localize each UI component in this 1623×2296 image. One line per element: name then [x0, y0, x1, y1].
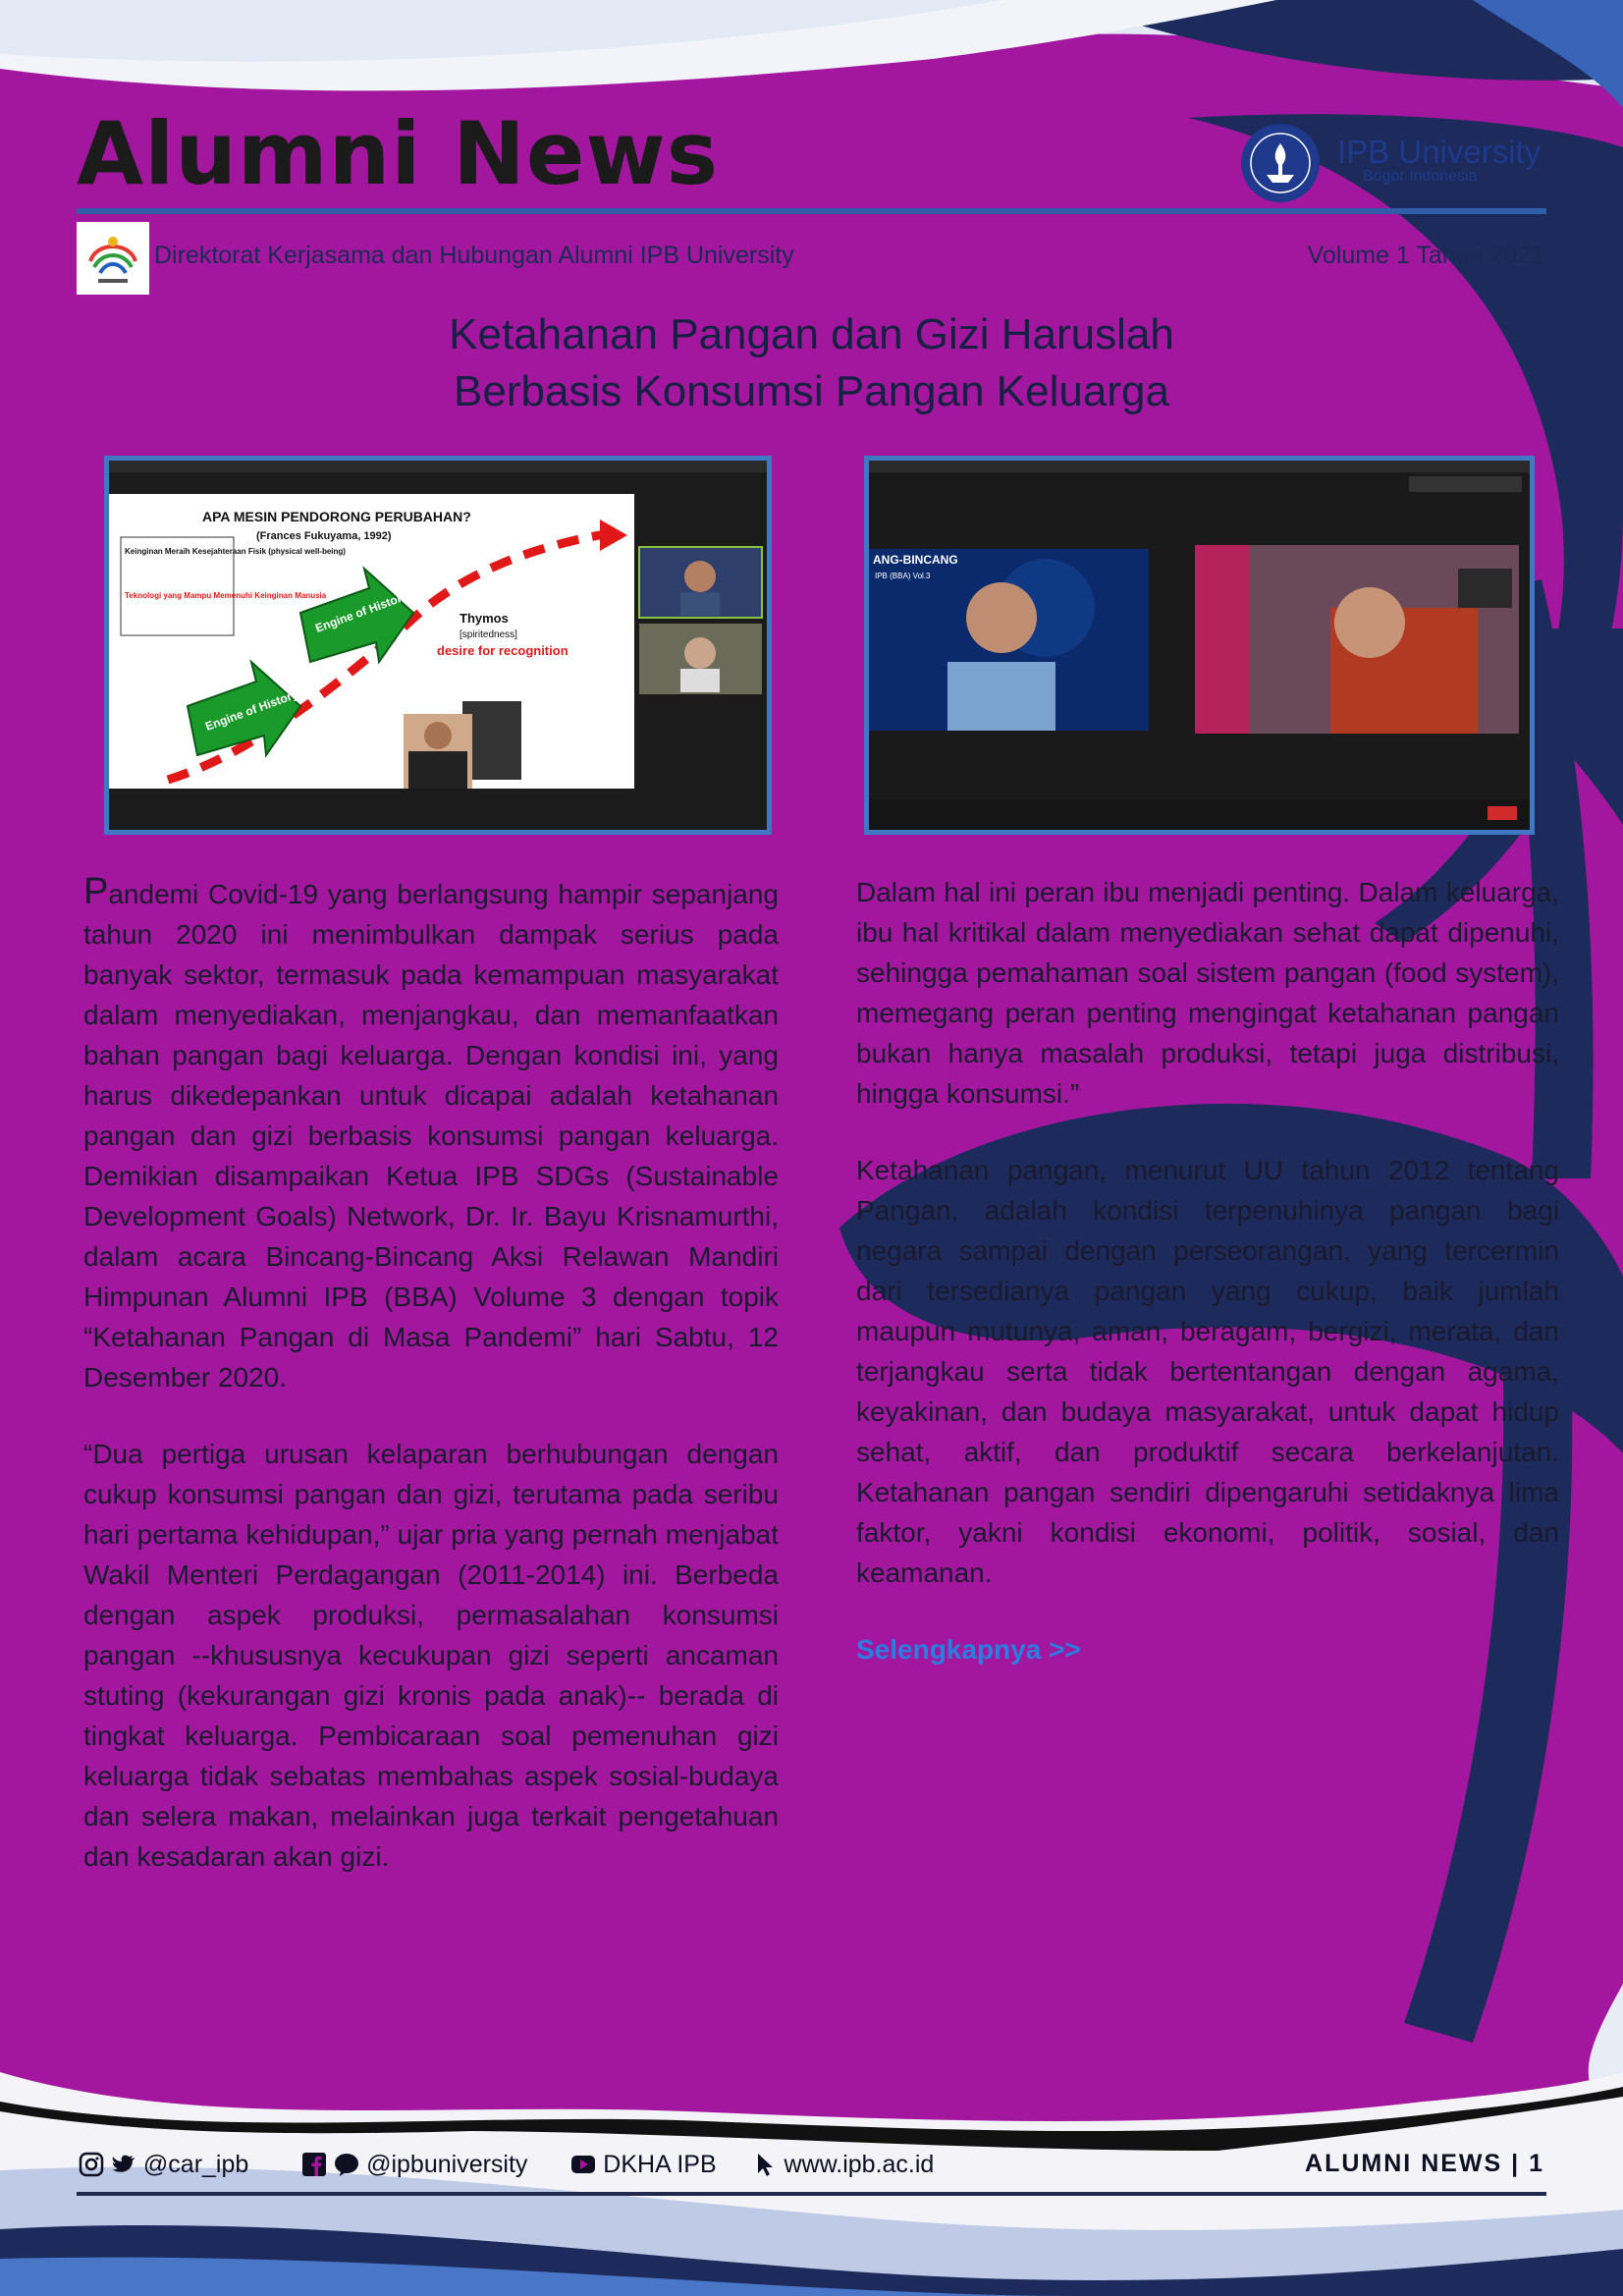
issue-volume: Volume 1 Tahun 2021 [1307, 242, 1544, 269]
paragraph-4: Ketahanan pangan, menurut UU tahun 2012 tentang Pangan, adalah kondisi terpenuhinya pangan bagi negara sampai dengan perseorangan, yang tercermin dari tersedianya pangan yang cukup, baik jumlah maupun mutunya, aman, beragam, bergizi, merata, dan terjangkau serta tidak bertentangan dengan agama, keyakinan, dan budaya masyarakat, untuk dapat hidup sehat, aktif, dan produktif secara berkelanjutan. Ketahanan pangan sendiri dipengaruhi setidaknya lima faktor, yakni kondisi ekonomi, politik, sosial, dan keamanan. [856, 1155, 1559, 1588]
footer-rule [77, 2192, 1546, 2196]
facebook-icon[interactable] [301, 2152, 327, 2177]
instagram-icon[interactable] [79, 2152, 104, 2177]
slide-bullet-1: Keinginan Meraih Kesejahteraan Fisik (physical well-being) [125, 547, 346, 556]
page-label: ALUMNI NEWS | 1 [1305, 2150, 1544, 2177]
drop-cap-letter: P [83, 871, 109, 912]
article-body-left [83, 872, 779, 1913]
twitter-icon[interactable] [111, 2152, 136, 2177]
slide-bullet-2: Teknologi yang Mampu Memenuhi Keinginan Manusia [125, 591, 327, 600]
directorate-logo-icon [77, 222, 149, 295]
article-body-right [856, 872, 1559, 1669]
ipb-logo-icon [1239, 122, 1322, 204]
headline-line-1: Ketahanan Pangan dan Gizi Haruslah [449, 310, 1174, 358]
paragraph-3: Dalam hal ini peran ibu menjadi penting. Dalam keluarga, ibu hal kritikal dalam menyediakan sehat dapat dipenuhi, sehingga pemahaman soal sistem pangan (food system), memegang peran penting mengingat ketahanan pangan bukan hanya masalah produksi, tetapi juga distribusi, hingga konsumsi.” [856, 877, 1559, 1109]
headline-line-2: Berbasis Konsumsi Pangan Keluarga [454, 367, 1169, 415]
handle-ipbuniversity[interactable]: @ipbuniversity [366, 2150, 528, 2178]
university-subtitle: Bogor Indonesia [1363, 168, 1478, 185]
youtube-icon[interactable] [570, 2152, 596, 2177]
slide-heading: APA MESIN PENDORONG PERUBAHAN? [202, 509, 471, 524]
slide-engine-2: Engine of History II [313, 585, 419, 635]
directorate-name: Direktorat Kerjasama dan Hubungan Alumni IPB University [154, 242, 794, 269]
slide-engine-1: Engine of History I [203, 684, 306, 734]
video-call-image [869, 461, 1530, 830]
video-banner-sub: IPB (BBA) Vol.3 [875, 572, 931, 580]
article-headline [0, 306, 1623, 420]
video-banner: ANG-BINCANG [873, 553, 958, 567]
cursor-link-icon [752, 2152, 778, 2177]
header-rule [77, 208, 1546, 214]
video-call-screenshot [864, 456, 1535, 835]
paragraph-2: “Dua pertiga urusan kelaparan berhubungan dengan cukup konsumsi pangan dan gizi, terutama pada seribu hari pertama kehidupan,” ujar pria yang pernah menjabat Wakil Menteri Perdagangan (2011-2014) ini. Berbeda dengan aspek produksi, permasalahan konsumsi pangan --khususnya kecukupan gizi seperti ancaman stuting (kekurangan gizi kronis pada anak)-- berada di tingkat keluarga. Pembicaraan soal pemenuhan gizi keluarga tidak sebatas membahas aspek sosial-budaya dan selera makan, melainkan juga terkait pengetahuan dan kesadaran akan gizi. [83, 1439, 779, 1872]
webinar-slide-screenshot [104, 456, 772, 835]
slide-image [109, 461, 767, 830]
slide-thymos: Thymos [460, 611, 509, 626]
line-icon[interactable] [334, 2152, 359, 2177]
paragraph-1: Pandemi Covid-19 yang berlangsung hampir sepanjang tahun 2020 ini menimbulkan dampak serius pada banyak sektor, termasuk pada kemampuan masyarakat dalam menyediakan, menjangkau, dan memanfaatkan bahan pangan bagi keluarga. Dengan kondisi ini, yang harus dikedepankan untuk dicapai adalah ketahanan pangan dan gizi berbasis konsumsi pangan keluarga. Demikian disampaikan Ketua IPB SDGs (Sustainable Development Goals) Network, Dr. Ir. Bayu Krisnamurthi, dalam acara Bincang-Bincang Aksi Relawan Mandiri Himpunan Alumni IPB (BBA) Volume 3 dengan topik “Ketahanan Pangan di Masa Pandemi” hari Sabtu, 12 Desember 2020. [83, 871, 779, 1393]
read-more-link[interactable]: Selengkapnya >> [856, 1634, 1081, 1665]
slide-desire: desire for recognition [437, 643, 568, 658]
footer-social-links [79, 2150, 934, 2179]
masthead-title: Alumni News [77, 103, 720, 204]
slide-spiritedness: [spiritedness] [460, 629, 517, 640]
website-link[interactable]: www.ipb.ac.id [784, 2150, 935, 2178]
university-name: IPB University [1337, 134, 1542, 170]
slide-subheading: (Frances Fukuyama, 1992) [256, 530, 392, 542]
handle-car-ipb[interactable]: @car_ipb [142, 2150, 249, 2178]
youtube-channel[interactable]: DKHA IPB [603, 2150, 717, 2178]
